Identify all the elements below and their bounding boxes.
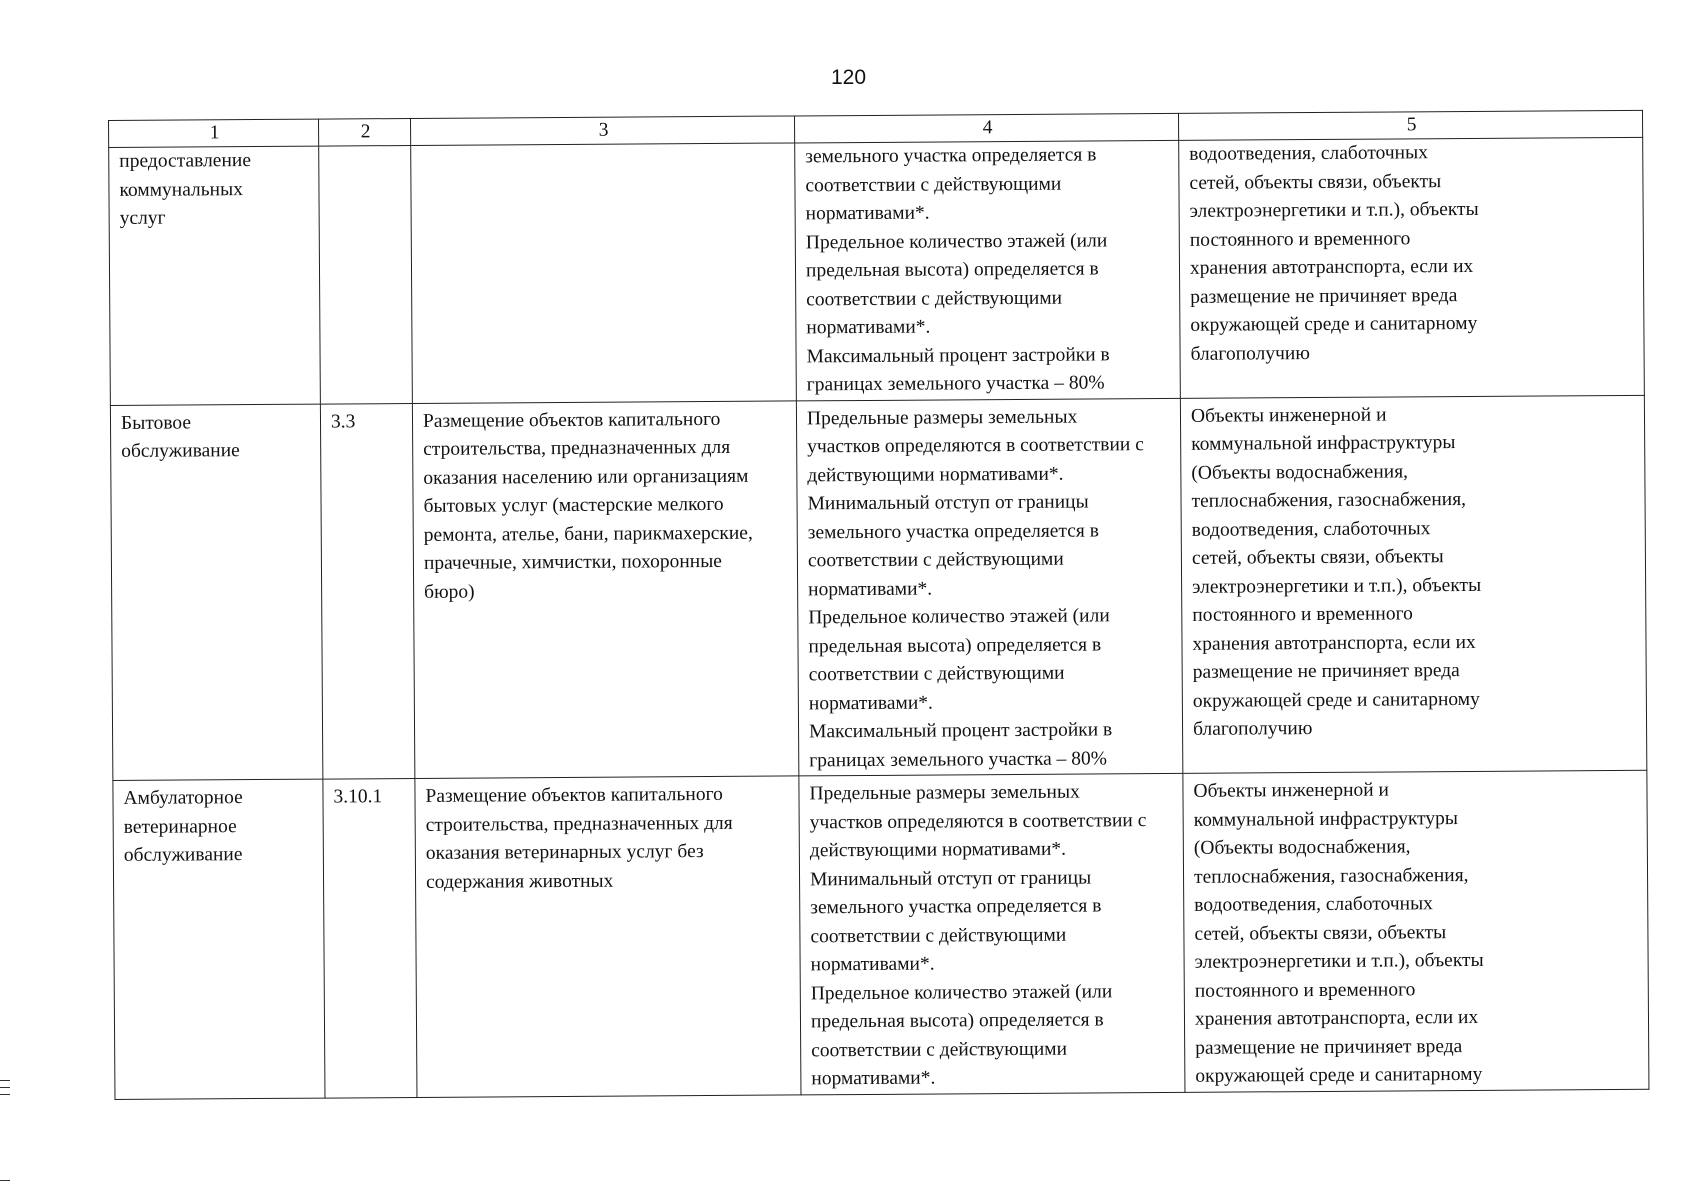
margin-mark	[0, 1087, 10, 1088]
permitted-objects-cell: водоотведения, слаботочных сетей, объекты связи, объекты электроэнергетики и т.п.), объекты постоянного и временного хранения автотранспорта, если их размещение не причиняет вреда окружающей среде и санитарному благополучию	[1179, 137, 1645, 398]
use-type-name-cell: предоставление коммунальных услуг	[109, 146, 321, 405]
building-parameters-cell: Предельные размеры земельных участков определяются в соответствии с действующими нормативами*. Минимальный отступ от границы земельного участка определяется в соответствии с действующими нормативами*. Предельное количество этажей (или предельная высота) определяется в соответствии с действующими нормативами*.	[799, 773, 1185, 1095]
margin-mark	[0, 1080, 10, 1081]
land-use-regulations-table	[108, 110, 1649, 1100]
column-header-4: 4	[794, 113, 1178, 143]
scan-margin-marks	[0, 1080, 12, 1101]
use-code-cell: 3.3	[320, 403, 414, 779]
building-parameters-cell: Предельные размеры земельных участков определяются в соответствии с действующими нормативами*. Минимальный отступ от границы земельного участка определяется в соответствии с действующими нормативами*. Предельное количество этажей (или предельная высота) определяется в соответствии с действующими нормативами*. Максимальный процент застройки в границах земельного участка – 80%	[796, 398, 1182, 776]
page-number: 120	[830, 66, 867, 89]
permitted-objects-cell: Объекты инженерной и коммунальной инфраструктуры (Объекты водоснабжения, теплоснабжения, газоснабжения, водоотведения, слаботочных сетей, объекты связи, объекты электроэнергетики и т.п.), объекты постоянного и временного хранения автотранспорта, если их размещение не причиняет вреда окружающей среде и санитарному	[1183, 770, 1649, 1092]
table-row	[110, 395, 1646, 781]
margin-mark	[0, 1094, 10, 1095]
table-row	[113, 770, 1649, 1099]
use-type-name-cell: Амбулаторное ветеринарное обслуживание	[113, 779, 325, 1099]
column-header-2: 2	[318, 118, 410, 146]
column-header-1: 1	[109, 119, 319, 147]
permitted-objects-cell: Объекты инженерной и коммунальной инфраструктуры (Объекты водоснабжения, теплоснабжения, газоснабжения, водоотведения, слаботочных сетей, объекты связи, объекты электроэнергетики и т.п.), объекты постоянного и временного хранения автотранспорта, если их размещение не причиняет вреда окружающей среде и санитарному благополучию	[1180, 395, 1646, 774]
use-description-cell	[411, 143, 797, 403]
column-header-3: 3	[410, 116, 794, 146]
use-description-cell: Размещение объектов капитального строительства, предназначенных для оказания населению или организациям бытовых услуг (мастерские мелкого ремонта, ателье, бани, парикмахерские, прачечные, химчистки, похоронные бюро)	[412, 400, 798, 778]
use-description-cell: Размещение объектов капитального строительства, предназначенных для оказания ветеринарных услуг без содержания животных	[415, 776, 801, 1098]
use-type-name-cell: Бытовое обслуживание	[110, 404, 322, 781]
regulations-table-container	[108, 110, 1648, 1100]
building-parameters-cell: земельного участка определяется в соответствии с действующими нормативами*. Предельное количество этажей (или предельная высота) определяется в соответствии с действующими нормативами*. Максимальный процент застройки в границах земельного участка – 80%	[795, 140, 1181, 400]
column-header-5: 5	[1178, 110, 1642, 140]
table-row	[109, 137, 1645, 405]
use-code-cell: 3.10.1	[323, 778, 417, 1098]
use-code-cell	[319, 145, 413, 403]
margin-mark	[0, 1180, 10, 1181]
